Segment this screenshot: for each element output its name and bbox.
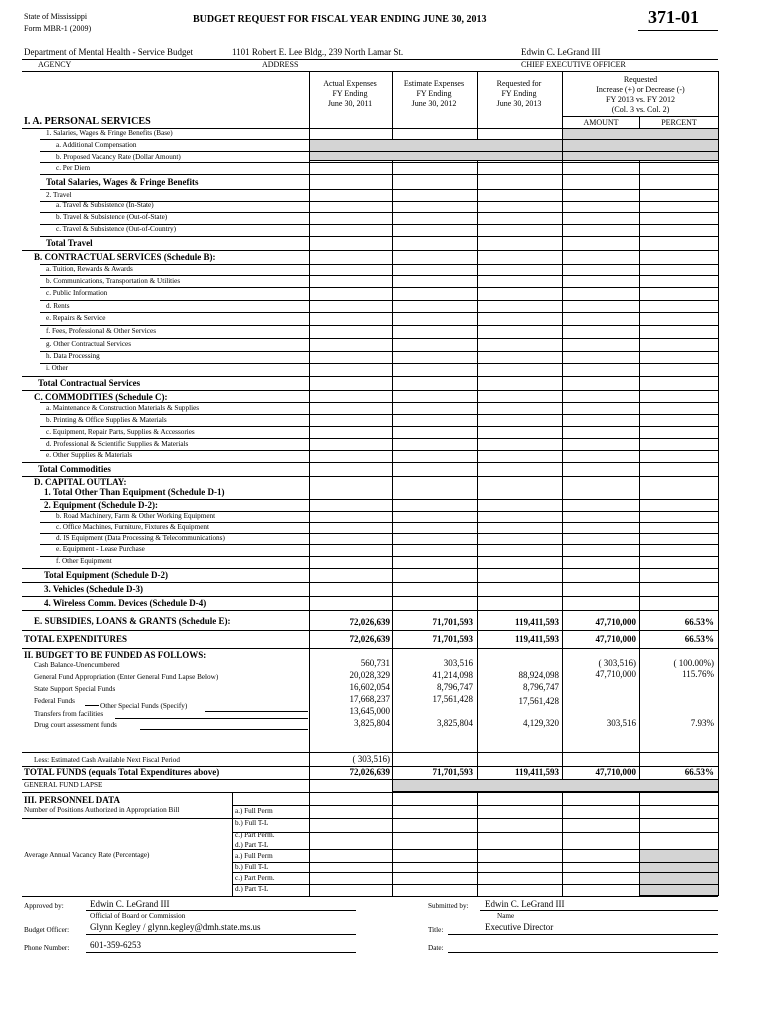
agency-value: Department of Mental Health - Service Budget: [24, 47, 193, 57]
approved-caption: Official of Board or Commission: [90, 912, 186, 920]
subsidies-requested: 119,411,593: [514, 617, 559, 627]
vac-full-perm: a.) Full Perm: [235, 852, 273, 860]
col-change-2: Increase (+) or Decrease (-): [596, 85, 685, 94]
col-percent: PERCENT: [661, 118, 697, 127]
row-lease: e. Equipment - Lease Purchase: [56, 545, 145, 553]
gf-actual: 20,028,329: [349, 670, 390, 680]
less-cash-actual: ( 303,516): [352, 754, 390, 764]
row-salaries: 1. Salaries, Wages & Fringe Benefits (Base): [46, 129, 173, 137]
row-transfers: Transfers from facilities: [34, 710, 104, 718]
row-travel-in: a. Travel & Subsistence (In-State): [56, 201, 154, 209]
ss-requested: 8,796,747: [523, 682, 559, 692]
row-road-machinery: b. Road Machinery, Farm & Other Working Equipment: [56, 512, 216, 520]
row-communications: b. Communications, Transportation & Utilities: [46, 277, 181, 285]
row-is-equipment: d. IS Equipment (Data Processing & Telecommunications): [56, 534, 225, 542]
section-personnel: III. PERSONNEL DATA: [24, 795, 120, 805]
submitted-label: Submitted by:: [428, 902, 469, 910]
total-exp-requested: 119,411,593: [514, 634, 559, 644]
row-wireless: 4. Wireless Comm. Devices (Schedule D-4): [44, 598, 207, 608]
row-maintenance: a. Maintenance & Construction Materials & Supplies: [46, 404, 200, 412]
col-change-4: (Col. 3 vs. Col. 2): [611, 105, 670, 114]
submitted-name[interactable]: Edwin C. LeGrand III: [485, 899, 565, 909]
total-funds-percent: 66.53%: [684, 767, 714, 777]
row-travel-out-country: c. Travel & Subsistence (Out-of-Country): [56, 225, 176, 233]
subsidies-amount: 47,710,000: [595, 617, 636, 627]
row-add-comp: a. Additional Compensation: [56, 141, 137, 149]
row-printing: b. Printing & Office Supplies & Materials: [46, 416, 167, 424]
row-fees: f. Fees, Professional & Other Services: [46, 327, 156, 335]
col-estimate-1: Estimate Expenses: [403, 79, 465, 88]
address-value: 1101 Robert E. Lee Bldg., 239 North Lamar St.: [232, 47, 404, 57]
subsidies-percent: 66.53%: [684, 617, 714, 627]
col-actual-3: June 30, 2011: [327, 99, 373, 108]
row-cash-balance: Cash Balance-Unencumbered: [34, 661, 120, 669]
total-exp-percent: 66.53%: [684, 634, 714, 644]
row-total-commodities: Total Commodities: [38, 464, 111, 474]
row-less-cash: Less: Estimated Cash Available Next Fiscal Period: [34, 756, 180, 764]
state-name: State of Mississippi: [24, 12, 88, 21]
col-change-1: Requested: [623, 75, 658, 84]
row-total-contractual: Total Contractual Services: [38, 378, 141, 388]
col-requested-2: FY Ending: [501, 89, 537, 98]
cash-amount: ( 303,516): [598, 658, 636, 668]
transfers-requested: 4,129,320: [523, 718, 559, 728]
section-capital: D. CAPITAL OUTLAY:: [34, 477, 127, 487]
gf-requested: 88,924,098: [518, 670, 559, 680]
row-per-diem: c. Per Diem: [56, 164, 91, 172]
total-funds-actual: 72,026,639: [349, 767, 390, 777]
osf-actual: 13,645,000: [349, 706, 390, 716]
vac-part-perm: c.) Part Perm.: [235, 874, 275, 882]
row-state-support: State Support Special Funds: [34, 685, 116, 693]
section-funded: II. BUDGET TO BE FUNDED AS FOLLOWS:: [24, 650, 207, 660]
col-estimate-2: FY Ending: [416, 89, 452, 98]
row-avg-vacancy: Average Annual Vacancy Rate (Percentage): [24, 851, 150, 859]
transfers-percent: 7.93%: [690, 718, 714, 728]
row-other-i: i. Other: [46, 364, 68, 372]
total-funds-estimate: 71,701,593: [432, 767, 473, 777]
col-actual-2: FY Ending: [332, 89, 368, 98]
transfers-amount: 303,516: [606, 718, 636, 728]
ss-actual: 16,602,054: [349, 682, 390, 692]
ss-estimate: 8,796,747: [437, 682, 473, 692]
row-repairs: e. Repairs & Service: [46, 314, 106, 322]
row-positions: Number of Positions Authorized in Appropriation Bill: [24, 806, 180, 814]
subsidies-actual: 72,026,639: [349, 617, 390, 627]
transfers-actual: 3,825,804: [354, 718, 390, 728]
form-number: Form MBR-1 (2009): [24, 24, 92, 33]
total-funds-amount: 47,710,000: [595, 767, 636, 777]
row-other-supplies: e. Other Supplies & Materials: [46, 451, 133, 459]
pos-part-tl: d.) Part T-L: [235, 841, 269, 849]
subsidies-estimate: 71,701,593: [432, 617, 473, 627]
col-estimate-3: June 30, 2012: [411, 99, 457, 108]
row-gf-lapse: GENERAL FUND LAPSE: [24, 781, 103, 789]
total-exp-actual: 72,026,639: [349, 634, 390, 644]
row-office-machines: c. Office Machines, Furniture, Fixtures & Equipment: [56, 523, 209, 531]
ceo-value: Edwin C. LeGrand III: [521, 47, 601, 57]
approved-name[interactable]: Edwin C. LeGrand III: [90, 899, 170, 909]
transfers-estimate: 3,825,804: [437, 718, 473, 728]
col-actual-1: Actual Expenses: [323, 79, 377, 88]
row-travel-out-state: b. Travel & Subsistence (Out-of-State): [56, 213, 168, 221]
row-equipment-parts: c. Equipment, Repair Parts, Supplies & Accessories: [46, 428, 195, 436]
col-requested-3: June 30, 2013: [496, 99, 542, 108]
phone-value[interactable]: 601-359-6253: [90, 940, 141, 950]
approved-label: Approved by:: [24, 902, 64, 910]
row-drug-court: Drug court assessment funds: [34, 721, 117, 729]
row-other-contract: g. Other Contractual Services: [46, 340, 132, 348]
budget-officer-name[interactable]: Glynn Kegley / glynn.kegley@dmh.state.ms.us: [90, 922, 261, 932]
row-rents: d. Rents: [46, 302, 70, 310]
row-general-fund: General Fund Appropriation (Enter General Fund Lapse Below): [34, 673, 219, 681]
row-other-special: Other Special Funds (Specify): [100, 702, 188, 710]
cash-actual: 560,731: [360, 658, 390, 668]
gf-estimate: 41,214,098: [432, 670, 473, 680]
pos-part-perm: c.) Part Perm.: [235, 831, 275, 839]
row-other-equipment: f. Other Equipment: [56, 557, 112, 565]
phone-label: Phone Number:: [24, 944, 70, 952]
fed-actual: 17,668,237: [349, 694, 390, 704]
row-equipment: 2. Equipment (Schedule D-2):: [44, 500, 159, 510]
gf-amount: 47,710,000: [595, 669, 636, 679]
col-amount: AMOUNT: [583, 118, 619, 127]
total-exp-amount: 47,710,000: [595, 634, 636, 644]
row-total-salaries: Total Salaries, Wages & Fringe Benefits: [46, 177, 199, 187]
agency-label: AGENCY: [38, 60, 72, 69]
row-data-processing: h. Data Processing: [46, 352, 100, 360]
title-value[interactable]: Executive Director: [485, 922, 554, 932]
vac-full-tl: b.) Full T-L: [235, 863, 269, 871]
row-travel: 2. Travel: [46, 191, 72, 199]
section-commodities: C. COMMODITIES (Schedule C):: [34, 392, 168, 402]
row-total-expenditures: TOTAL EXPENDITURES: [24, 634, 127, 644]
pos-full-perm: a.) Full Perm: [235, 807, 273, 815]
date-label: Date:: [428, 944, 444, 952]
fed-estimate: 17,561,428: [432, 694, 473, 704]
address-label: ADDRESS: [262, 60, 299, 69]
section-personal: I. A. PERSONAL SERVICES: [24, 116, 151, 127]
row-professional: d. Professional & Scientific Supplies & Materials: [46, 440, 189, 448]
title-label: Title:: [428, 926, 444, 934]
col-change-3: FY 2013 vs. FY 2012: [606, 95, 675, 104]
row-total-funds: TOTAL FUNDS (equals Total Expenditures above): [24, 767, 220, 777]
row-tuition: a. Tuition, Rewards & Awards: [46, 265, 133, 273]
pos-full-tl: b.) Full T-L: [235, 819, 269, 827]
page-title: BUDGET REQUEST FOR FISCAL YEAR ENDING JUNE 30, 2013: [193, 14, 487, 25]
cash-estimate: 303,516: [443, 658, 473, 668]
cash-percent: ( 100.00%): [673, 658, 714, 668]
row-vacancy: b. Proposed Vacancy Rate (Dollar Amount): [56, 153, 181, 161]
ceo-label: CHIEF EXECUTIVE OFFICER: [521, 60, 626, 69]
budget-code: 371-01: [648, 7, 699, 27]
row-subsidies: E. SUBSIDIES, LOANS & GRANTS (Schedule E):: [34, 616, 231, 626]
row-total-travel: Total Travel: [46, 238, 93, 248]
section-contractual: B. CONTRACTUAL SERVICES (Schedule B):: [34, 252, 216, 262]
gf-percent: 115.76%: [682, 669, 714, 679]
row-public-info: c. Public Information: [46, 289, 108, 297]
fed-requested: 17,561,428: [518, 696, 559, 706]
row-federal: Federal Funds: [34, 697, 75, 705]
name-caption: Name: [497, 912, 515, 920]
total-exp-estimate: 71,701,593: [432, 634, 473, 644]
total-funds-requested: 119,411,593: [514, 767, 559, 777]
budget-officer-label: Budget Officer:: [24, 926, 70, 934]
col-requested-1: Requested for: [496, 79, 542, 88]
row-other-than-equip: 1. Total Other Than Equipment (Schedule D-1): [44, 487, 225, 497]
row-vehicles: 3. Vehicles (Schedule D-3): [44, 584, 143, 594]
vac-part-tl: d.) Part T-L: [235, 885, 269, 893]
row-total-equipment: Total Equipment (Schedule D-2): [44, 570, 168, 580]
